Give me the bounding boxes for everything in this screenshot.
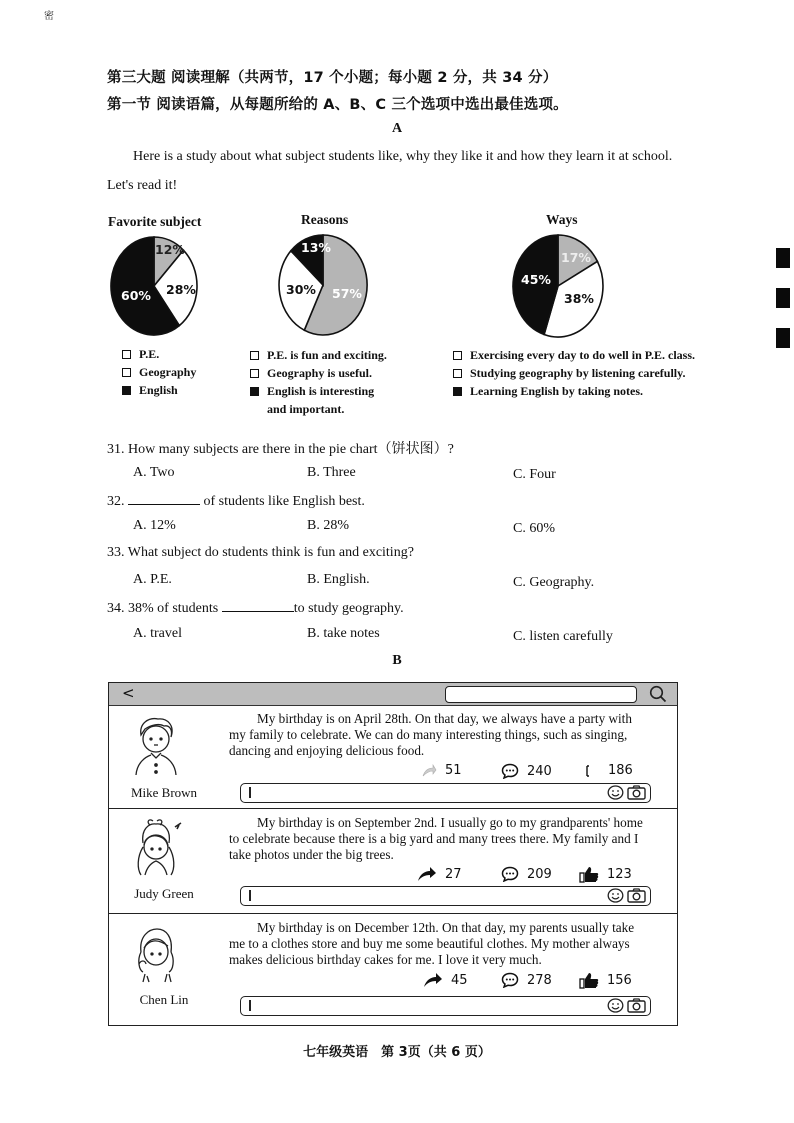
option-33-c[interactable]: C. Geography.: [513, 575, 595, 590]
comment-count: 209: [527, 866, 552, 882]
share-button[interactable]: [417, 866, 462, 882]
pct-label: 57%: [332, 286, 362, 301]
legend-swatch-icon: [453, 351, 462, 360]
comment-button[interactable]: [501, 763, 552, 779]
pie-reasons: [277, 234, 369, 336]
passage-a-intro: Here is a study about what subject students like, why they like it and how they learn it at school. Let's read it!: [107, 149, 673, 193]
option-31-c[interactable]: C. Four: [513, 467, 556, 482]
question-33: 33. What subject do students think is fun and exciting?: [107, 545, 414, 560]
question-stem: 32.: [107, 494, 125, 509]
legend-label: Exercising every day to do well in P.E. class.: [470, 348, 695, 362]
emoji-icon[interactable]: [607, 888, 624, 903]
answer-blank: [128, 492, 200, 505]
like-count: 156: [607, 973, 632, 988]
option-31-b[interactable]: B. Three: [307, 465, 356, 480]
avatar-girl-ponytail: [131, 817, 181, 879]
text-caret: [249, 890, 251, 901]
question-34: [107, 599, 404, 617]
share-count: 27: [445, 866, 462, 882]
username: Judy Green: [134, 886, 194, 901]
legend-swatch-icon: [453, 387, 462, 396]
post-text: My birthday is on April 28th. On that day, we always have a party with my family to celebrate. We can do many interesting things, such as singing, dancing and enjoying delicious food.: [229, 711, 632, 758]
chart-title-reasons: Reasons: [301, 212, 349, 227]
option-34-c[interactable]: C. listen carefully: [513, 629, 613, 644]
post-stats: [409, 972, 649, 990]
legend-label: and important.: [267, 402, 345, 416]
search-icon[interactable]: [649, 685, 667, 703]
pct-label: 45%: [521, 272, 551, 287]
pie-ways: [511, 234, 605, 338]
comment-count: 278: [527, 972, 552, 988]
post-stats: [409, 763, 649, 781]
post-mike-brown: [109, 705, 677, 809]
like-button[interactable]: [579, 972, 632, 989]
pct-label: 38%: [564, 291, 594, 306]
emoji-icon[interactable]: [607, 998, 624, 1013]
username: Mike Brown: [130, 785, 198, 800]
chart-title: Favorite subject: [108, 214, 202, 229]
question-31: 31. How many subjects are there in the pie chart（饼状图）?: [107, 442, 454, 457]
legend-label: P.E.: [139, 347, 160, 361]
subsection-title: 第一节 阅读语篇，从每题所给的 A、B、C 三个选项中选出最佳选项。: [107, 97, 568, 113]
corner-binding-mark: 密: [44, 11, 54, 22]
pct-label: 12%: [155, 242, 185, 257]
comment-button[interactable]: [501, 972, 552, 988]
pct-label: 60%: [121, 288, 151, 303]
option-31-a[interactable]: A. Two: [133, 465, 175, 480]
page-footer: 七年级英语 第 3页（共 6 页）: [303, 1045, 491, 1060]
legend-swatch-icon: [122, 368, 131, 377]
legend-reasons: [250, 346, 387, 418]
camera-icon[interactable]: [627, 888, 646, 903]
avatar-boy: [131, 715, 181, 777]
legend-label: English: [139, 383, 178, 397]
legend-label: English is interesting: [267, 384, 375, 398]
passage-b-heading: B: [392, 653, 402, 668]
legend-swatch-icon: [250, 351, 259, 360]
option-34-b[interactable]: B. take notes: [307, 626, 380, 641]
comment-input[interactable]: [240, 886, 651, 906]
text-caret: [249, 1000, 251, 1011]
legend-label: Learning English by taking notes.: [470, 384, 644, 398]
search-input[interactable]: [445, 686, 637, 703]
option-32-c[interactable]: C. 60%: [513, 521, 555, 536]
option-32-b[interactable]: B. 28%: [307, 518, 349, 533]
legend-ways: [453, 346, 695, 400]
social-app-frame: [108, 682, 678, 1026]
question-stem: to study geography.: [293, 601, 404, 616]
answer-blank: [222, 599, 294, 612]
legend-label: Geography is useful.: [267, 366, 373, 380]
post-judy-green: [109, 809, 677, 914]
chart-title-ways: Ways: [546, 212, 578, 227]
text-caret: [249, 787, 251, 798]
legend-label: P.E. is fun and exciting.: [267, 348, 387, 362]
share-button[interactable]: [423, 972, 468, 988]
comment-input[interactable]: [240, 783, 651, 803]
option-32-a[interactable]: A. 12%: [133, 518, 176, 533]
registration-mark: [776, 328, 790, 348]
post-chen-lin: [109, 914, 677, 1025]
section-title: 第三大题 阅读理解（共两节，17 个小题；每小题 2 分，共 34 分）: [107, 70, 558, 86]
like-count: 186: [608, 763, 633, 778]
pct-label: 30%: [286, 282, 316, 297]
question-stem: of students like English best.: [203, 494, 365, 509]
question-32: [107, 492, 365, 510]
legend-favorite-subject: [122, 345, 196, 399]
legend-swatch-icon: [122, 386, 131, 395]
option-33-b[interactable]: B. English.: [307, 572, 370, 587]
passage-a-heading: A: [391, 121, 403, 136]
app-top-bar: [109, 683, 677, 706]
legend-label: Studying geography by listening carefully.: [470, 366, 686, 380]
post-text: My birthday is on September 2nd. I usually go to my grandparents' home to celebrate because there is a big yard and many trees there. My family and I take photos under the big trees.: [229, 815, 643, 862]
chart-favorite-subject: [108, 214, 268, 230]
like-button[interactable]: [584, 763, 633, 778]
back-button[interactable]: <: [122, 684, 135, 702]
legend-swatch-icon: [250, 369, 259, 378]
like-button[interactable]: [579, 866, 632, 883]
camera-icon[interactable]: [627, 998, 646, 1013]
camera-icon[interactable]: [627, 785, 646, 800]
legend-swatch-icon: [122, 350, 131, 359]
pie-favorite-subject: [109, 236, 199, 336]
option-34-a[interactable]: A. travel: [133, 626, 182, 641]
comment-button[interactable]: [501, 866, 552, 882]
comment-count: 240: [527, 763, 552, 779]
legend-swatch-icon: [250, 387, 259, 396]
pct-label: 28%: [166, 282, 196, 297]
option-33-a[interactable]: A. P.E.: [133, 572, 172, 587]
username: Chen Lin: [139, 992, 189, 1007]
legend-label: Geography: [139, 365, 197, 379]
registration-mark: [776, 288, 790, 308]
share-count: 51: [445, 763, 462, 778]
pct-label: 13%: [301, 240, 331, 255]
post-text: My birthday is on December 12th. On that day, my parents usually take me to a clothes store and buy me some beautiful clothes. My mother always makes delicious birthday cakes for me. I love it very much.: [229, 920, 635, 967]
legend-swatch-icon: [453, 369, 462, 378]
like-count: 123: [607, 867, 632, 882]
emoji-icon[interactable]: [607, 785, 624, 800]
pct-label: 17%: [561, 250, 591, 265]
post-stats: [409, 866, 649, 884]
comment-input[interactable]: [240, 996, 651, 1016]
question-stem: 34. 38% of students: [107, 601, 219, 616]
share-button[interactable]: [421, 763, 462, 778]
avatar-girl-long-hair: [131, 924, 181, 986]
registration-mark: [776, 248, 790, 268]
share-count: 45: [451, 972, 468, 988]
